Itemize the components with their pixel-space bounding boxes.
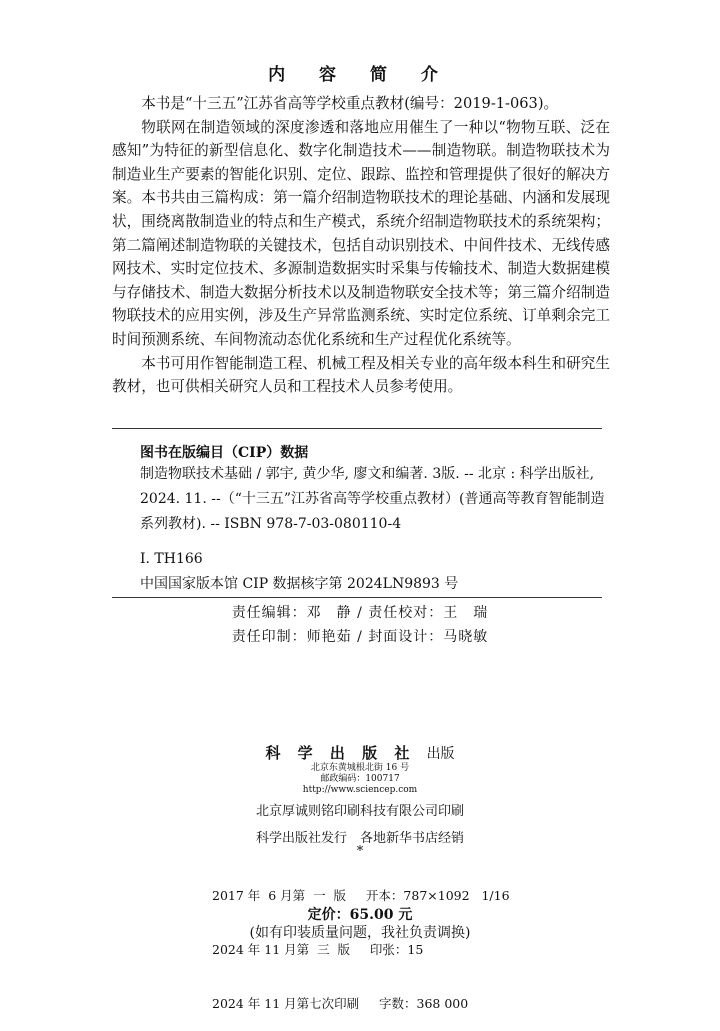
spec-line: 2024 年 11 月第七次印刷 字数：368 000	[212, 996, 469, 1011]
credits-line-2: 责任印制：师艳茹 / 封面设计：马晓敏	[231, 629, 489, 645]
separator-star: *	[356, 844, 364, 859]
publisher-name-line	[0, 742, 720, 763]
intro-text	[112, 92, 610, 399]
cip-block	[140, 462, 612, 597]
publisher-address: 北京东黄城根北街 16 号	[310, 763, 410, 773]
cip-record: 制造物联技术基础 / 郭宇, 黄少华, 廖文和编著. 3版. -- 北京 : 科学出版社, 2024. 11. --（“十三五”江苏省高等学校重点教材）(普通高等教育智能制造系列教材). -- ISBN 978-7-03-080110-4	[140, 466, 605, 532]
intro-paragraph: 本书可用作智能制造工程、机械工程及相关专业的高年级本科生和研究生教材，也可供相关研究人员和工程技术人员参考使用。	[112, 354, 610, 396]
publisher-website: http://www.sciencep.com	[302, 785, 418, 795]
credits-line-1: 责任编辑：邓 静 / 责任校对：王 瑞	[231, 605, 489, 621]
intro-paragraph: 本书是“十三五”江苏省高等学校重点教材(编号：2019-1-063)。	[141, 95, 559, 112]
price: 定价：65.00 元	[307, 907, 413, 923]
cip-bottom-rule	[112, 597, 602, 598]
publisher-name-suffix: 出版	[426, 746, 455, 762]
cip-top-rule	[112, 428, 602, 429]
intro-paragraph: 物联网在制造领域的深度渗透和落地应用催生了一种以“物物互联、泛在感知”为特征的新型信息化、数字化制造技术——制造物联。制造物联技术为制造业生产要素的智能化识别、定位、跟踪、监控和管理提供了很好的解决方案。本书共由三篇构成：第一篇介绍制造物联技术的理论基础、内涵和发展现状，围绕离散制造业的特点和生产模式，系统介绍制造物联技术的系统架构；第二篇阐述制造物联的关键技术，包括自动识别技术、中间件技术、无线传感网技术、实时定位技术、多源制造数据实时采集与传输技术、制造大数据建模与存储技术、制造大数据分析技术以及制造物联安全技术等；第三篇介绍制造物联技术的应用实例，涉及生产异常监测系统、实时定位系统、订单剩余完工时间预测系统、车间物流动态优化系统和生产过程优化系统等。	[112, 118, 610, 348]
cip-number: 中国国家版本馆 CIP 数据核字第 2024LN9893 号	[140, 576, 459, 592]
publisher-postcode: 邮政编码：100717	[320, 774, 400, 784]
cip-title: 图书在版编目（CIP）数据	[140, 445, 309, 461]
cip-classification: I. TH166	[140, 551, 203, 567]
printer: 北京厚诚则铭印刷科技有限公司印刷	[255, 804, 464, 819]
publisher-block	[0, 742, 720, 858]
quality-note: (如有印装质量问题，我社负责调换)	[249, 925, 471, 941]
distribution: 科学出版社发行 各地新华书店经销	[255, 831, 464, 846]
spec-line: 2024 年 11 月第 三 版 印张：15	[212, 942, 424, 957]
publisher-name: 科 学 出 版 社	[265, 744, 416, 762]
spec-line: 2017 年 6 月第 一 版 开本：787×1092 1/16	[212, 888, 510, 903]
intro-title: 内 容 简 介	[268, 65, 452, 85]
